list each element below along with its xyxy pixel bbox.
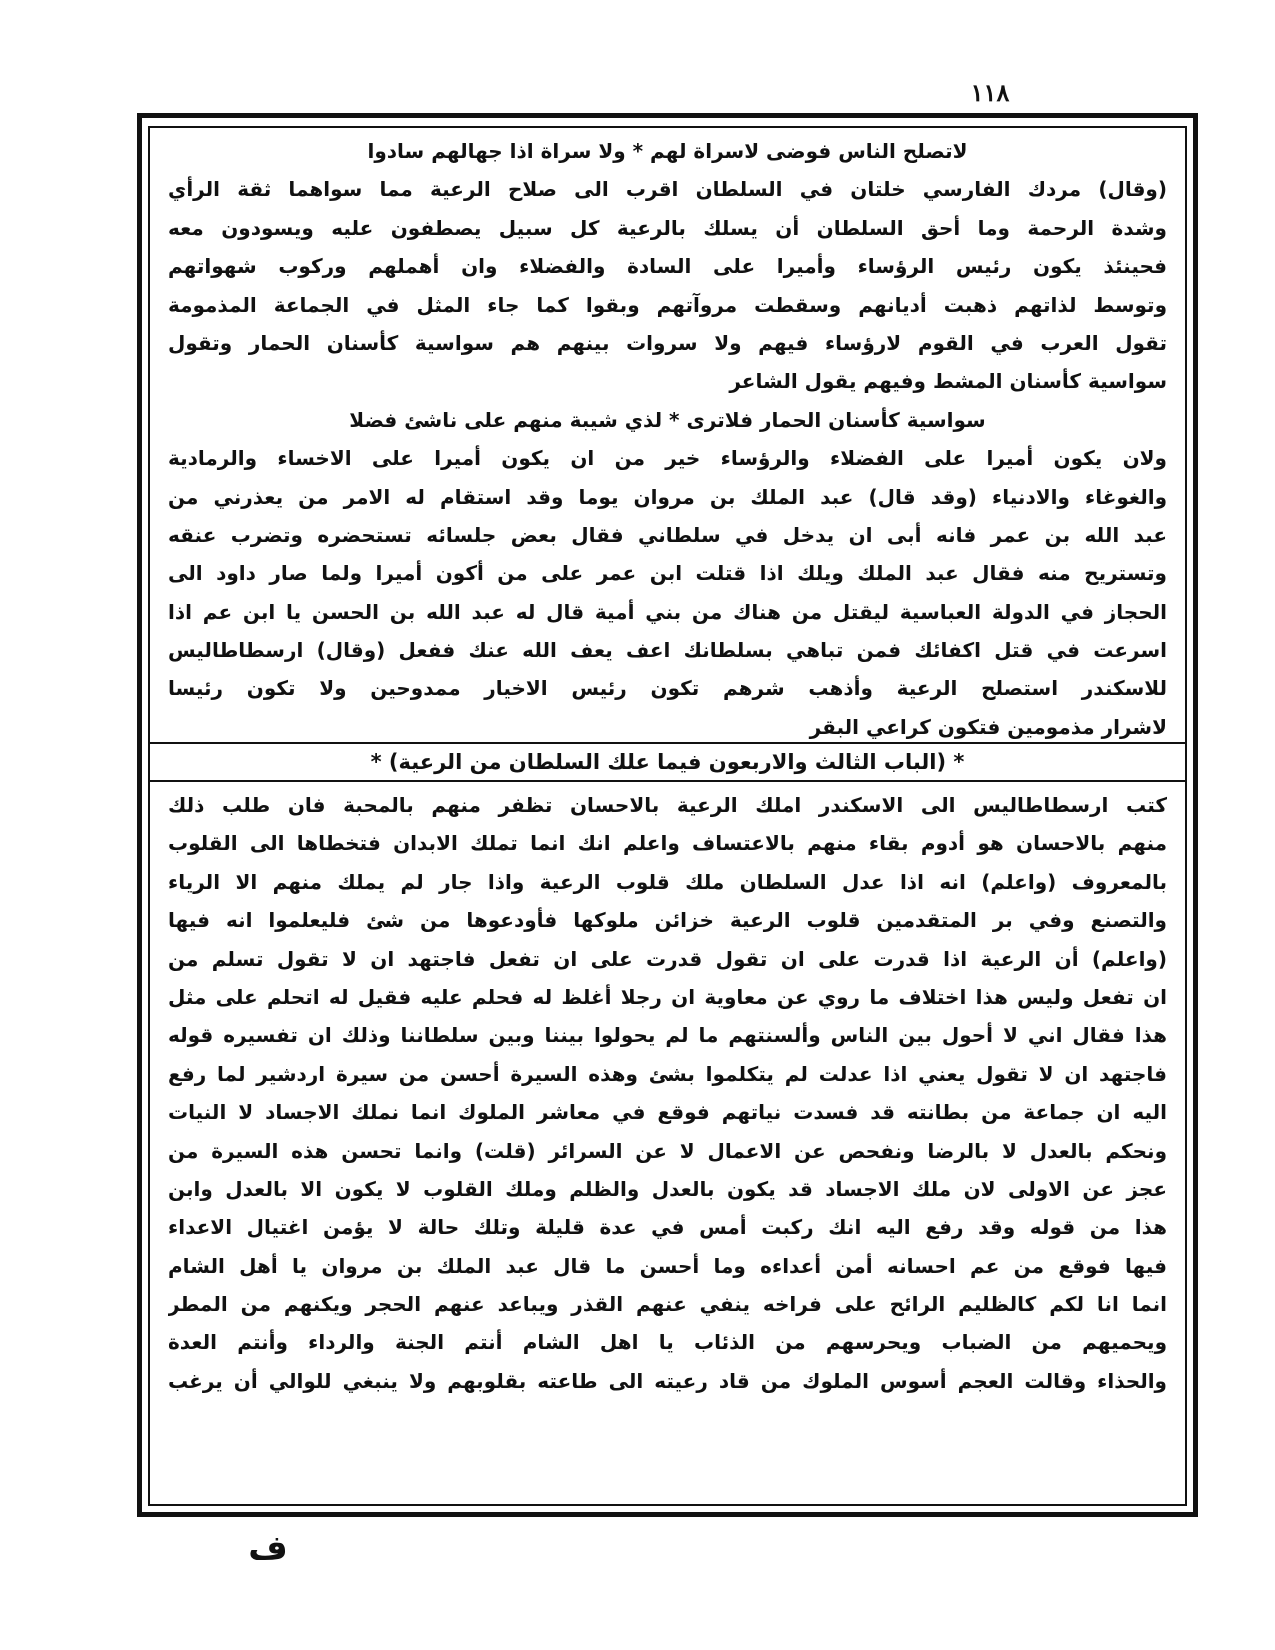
text-line: والغوغاء والادنياء (وقد قال) عبد الملك بن مروان يوما وقد استقام له الامر من يعذرني من [168, 484, 1167, 509]
text-line: هذا فقال اني لا أحول بين الناس وألسنتهم ما لم يحولوا بيننا وبين سلطاننا وذلك ان تفسيره قوله [168, 1023, 1167, 1048]
text-line: والتصنع وفي بر المتقدمين قلوب الرعية خزائن ملوكها فأودعوها من شئ فليعلموا انه فيها [168, 908, 1167, 933]
page-number: ١١٨ [970, 78, 1010, 107]
text-line: عبد الله بن عمر فانه أبى ان يدخل في سلطاني فقال بعض جلسائه تستحضره وتضرب عنقه [168, 522, 1167, 547]
text-line: ان تفعل وليس هذا اختلاف ما روي عن معاوية ان رجلا أغلظ له فحلم عليه فقيل له اتحلم على مثل [168, 984, 1167, 1009]
text-line: كتب ارسطاطاليس الى الاسكندر املك الرعية بالاحسان تظفر منهم بالمحبة فان طلب ذلك [168, 793, 1167, 817]
text-line: وتوسط لذاتهم ذهبت أديانهم وسقطت مروآتهم وبقوا كما جاء المثل في الجماعة المذمومة [168, 292, 1167, 317]
text-line: بالمعروف (واعلم) انه اذا عدل السلطان ملك قلوب الرعية واذا جار لم يملك منهم الا الرياء [168, 869, 1167, 894]
text-line: منهم بالاحسان هو أدوم بقاء منهم بالاعتساف واعلم انك انما تملك الابدان فتخطاها الى القلوب [168, 831, 1167, 856]
text-line: وتستريح منه فقال عبد الملك ويلك اذا قتلت ابن عمر على من أكون أميرا ولما صار داود الى [168, 561, 1167, 586]
body-text-lower [168, 786, 1167, 1400]
text-line: والحذاء وقالت العجم أسوس الملوك من قاد رعيته الى طاعته بقلوبهم ولا ينبغي للوالي أن يرغب [168, 1368, 1167, 1393]
text-line: (واعلم) أن الرعية اذا قدرت على ان تقول قدرت على ان تفعل فاجتهد ان لا تقول تسلم من [168, 946, 1167, 971]
signature-mark: ف [248, 1528, 288, 1568]
text-line: اسرعت في قتل اكفائك فمن تباهي بسلطانك اعف يعف الله عنك ففعل (وقال) ارسطاطاليس [168, 638, 1167, 663]
text-line: ولان يكون أميرا على الفضلاء والرؤساء خير من ان يكون أميرا على الاخساء والرمادية [168, 446, 1167, 471]
text-line: سواسية كأسنان المشط وفيهم يقول الشاعر [729, 369, 1167, 394]
text-line: الحجاز في الدولة العباسية ليقتل من هناك من بني أمية قال له عبد الله بن الحسن يا ابن عم اذا [168, 599, 1167, 624]
text-line: تقول العرب في القوم لارؤساء فيهم ولا سروات بينهم هم سواسية كأسنان الحمار وتقول [168, 330, 1167, 355]
text-line: (وقال) مردك الفارسي خلتان في السلطان اقرب الى صلاح الرعية مما سواهما ثقة الرأي [168, 177, 1167, 202]
text-line: فحينئذ يكون رئيس الرؤساء وأميرا على السادة والفضلاء وان أهملهم وركوب شهواتهم [168, 254, 1167, 279]
text-line: ويحميهم من الضباب ويحرسهم من الذئاب يا اهل الشام أنتم الجنة والرداء وأنتم العدة [168, 1330, 1167, 1355]
text-line: لاشرار مذمومين فتكون كراعي البقر [809, 714, 1167, 739]
text-line: فيها فوقع من عم احسانه أمن أعداءه وما أحسن ما قال عبد الملك بن مروان يا أهل الشام [168, 1253, 1167, 1278]
text-line: انما انا لكم كالظليم الرائح على فراخه ينفي عنهم القذر ويباعد عنهم الحجر ويكنهم من المطر [168, 1292, 1167, 1317]
text-line: عجز عن الاولى لان ملك الاجساد قد يكون بالعدل والظلم وملك القلوب لا يكون الا بالعدل وابن [168, 1176, 1167, 1201]
text-line: اليه ان جماعة من بطانته قد فسدت نياتهم فوقع في معاشر الملوك انما نملك الاجساد لا النيات [168, 1100, 1167, 1125]
poem-verse: لاتصلح الناس فوضى لاسراة لهم * ولا سراة اذا جهالهم سادوا [367, 139, 968, 163]
body-text-upper [168, 132, 1167, 746]
text-line: للاسكندر استصلح الرعية وأذهب شرهم تكون رئيس الاخيار ممدوحين ولا تكون رئيسا [168, 676, 1167, 701]
poem-verse: سواسية كأسنان الحمار فلاترى * لذي شيبة منهم على ناشئ فضلا [349, 407, 986, 432]
text-line: ونحكم بالعدل لا بالرضا ونفحص عن الاعمال لا عن السرائر (قلت) وانما تحسن هذه السيرة من [168, 1138, 1167, 1163]
text-line: هذا من قوله وقد رفع اليه انك ركبت أمس في عدة قليلة وتلك حالة لا يؤمن اغتيال الاعداء [168, 1215, 1167, 1240]
text-line: فاجتهد ان لا تقول يعني اذا عدلت لم يتكلموا بشئ وهذه السيرة أحسن من سيرة اردشير لما رفع [168, 1061, 1167, 1086]
chapter-heading: * (الباب الثالث والاربعون فيما علك السلطان من الرعية) * [150, 742, 1185, 782]
text-line: وشدة الرحمة وما أحق السلطان أن يسلك بالرعية كل سبيل يصطفون عليه ويسودون معه [168, 215, 1167, 240]
